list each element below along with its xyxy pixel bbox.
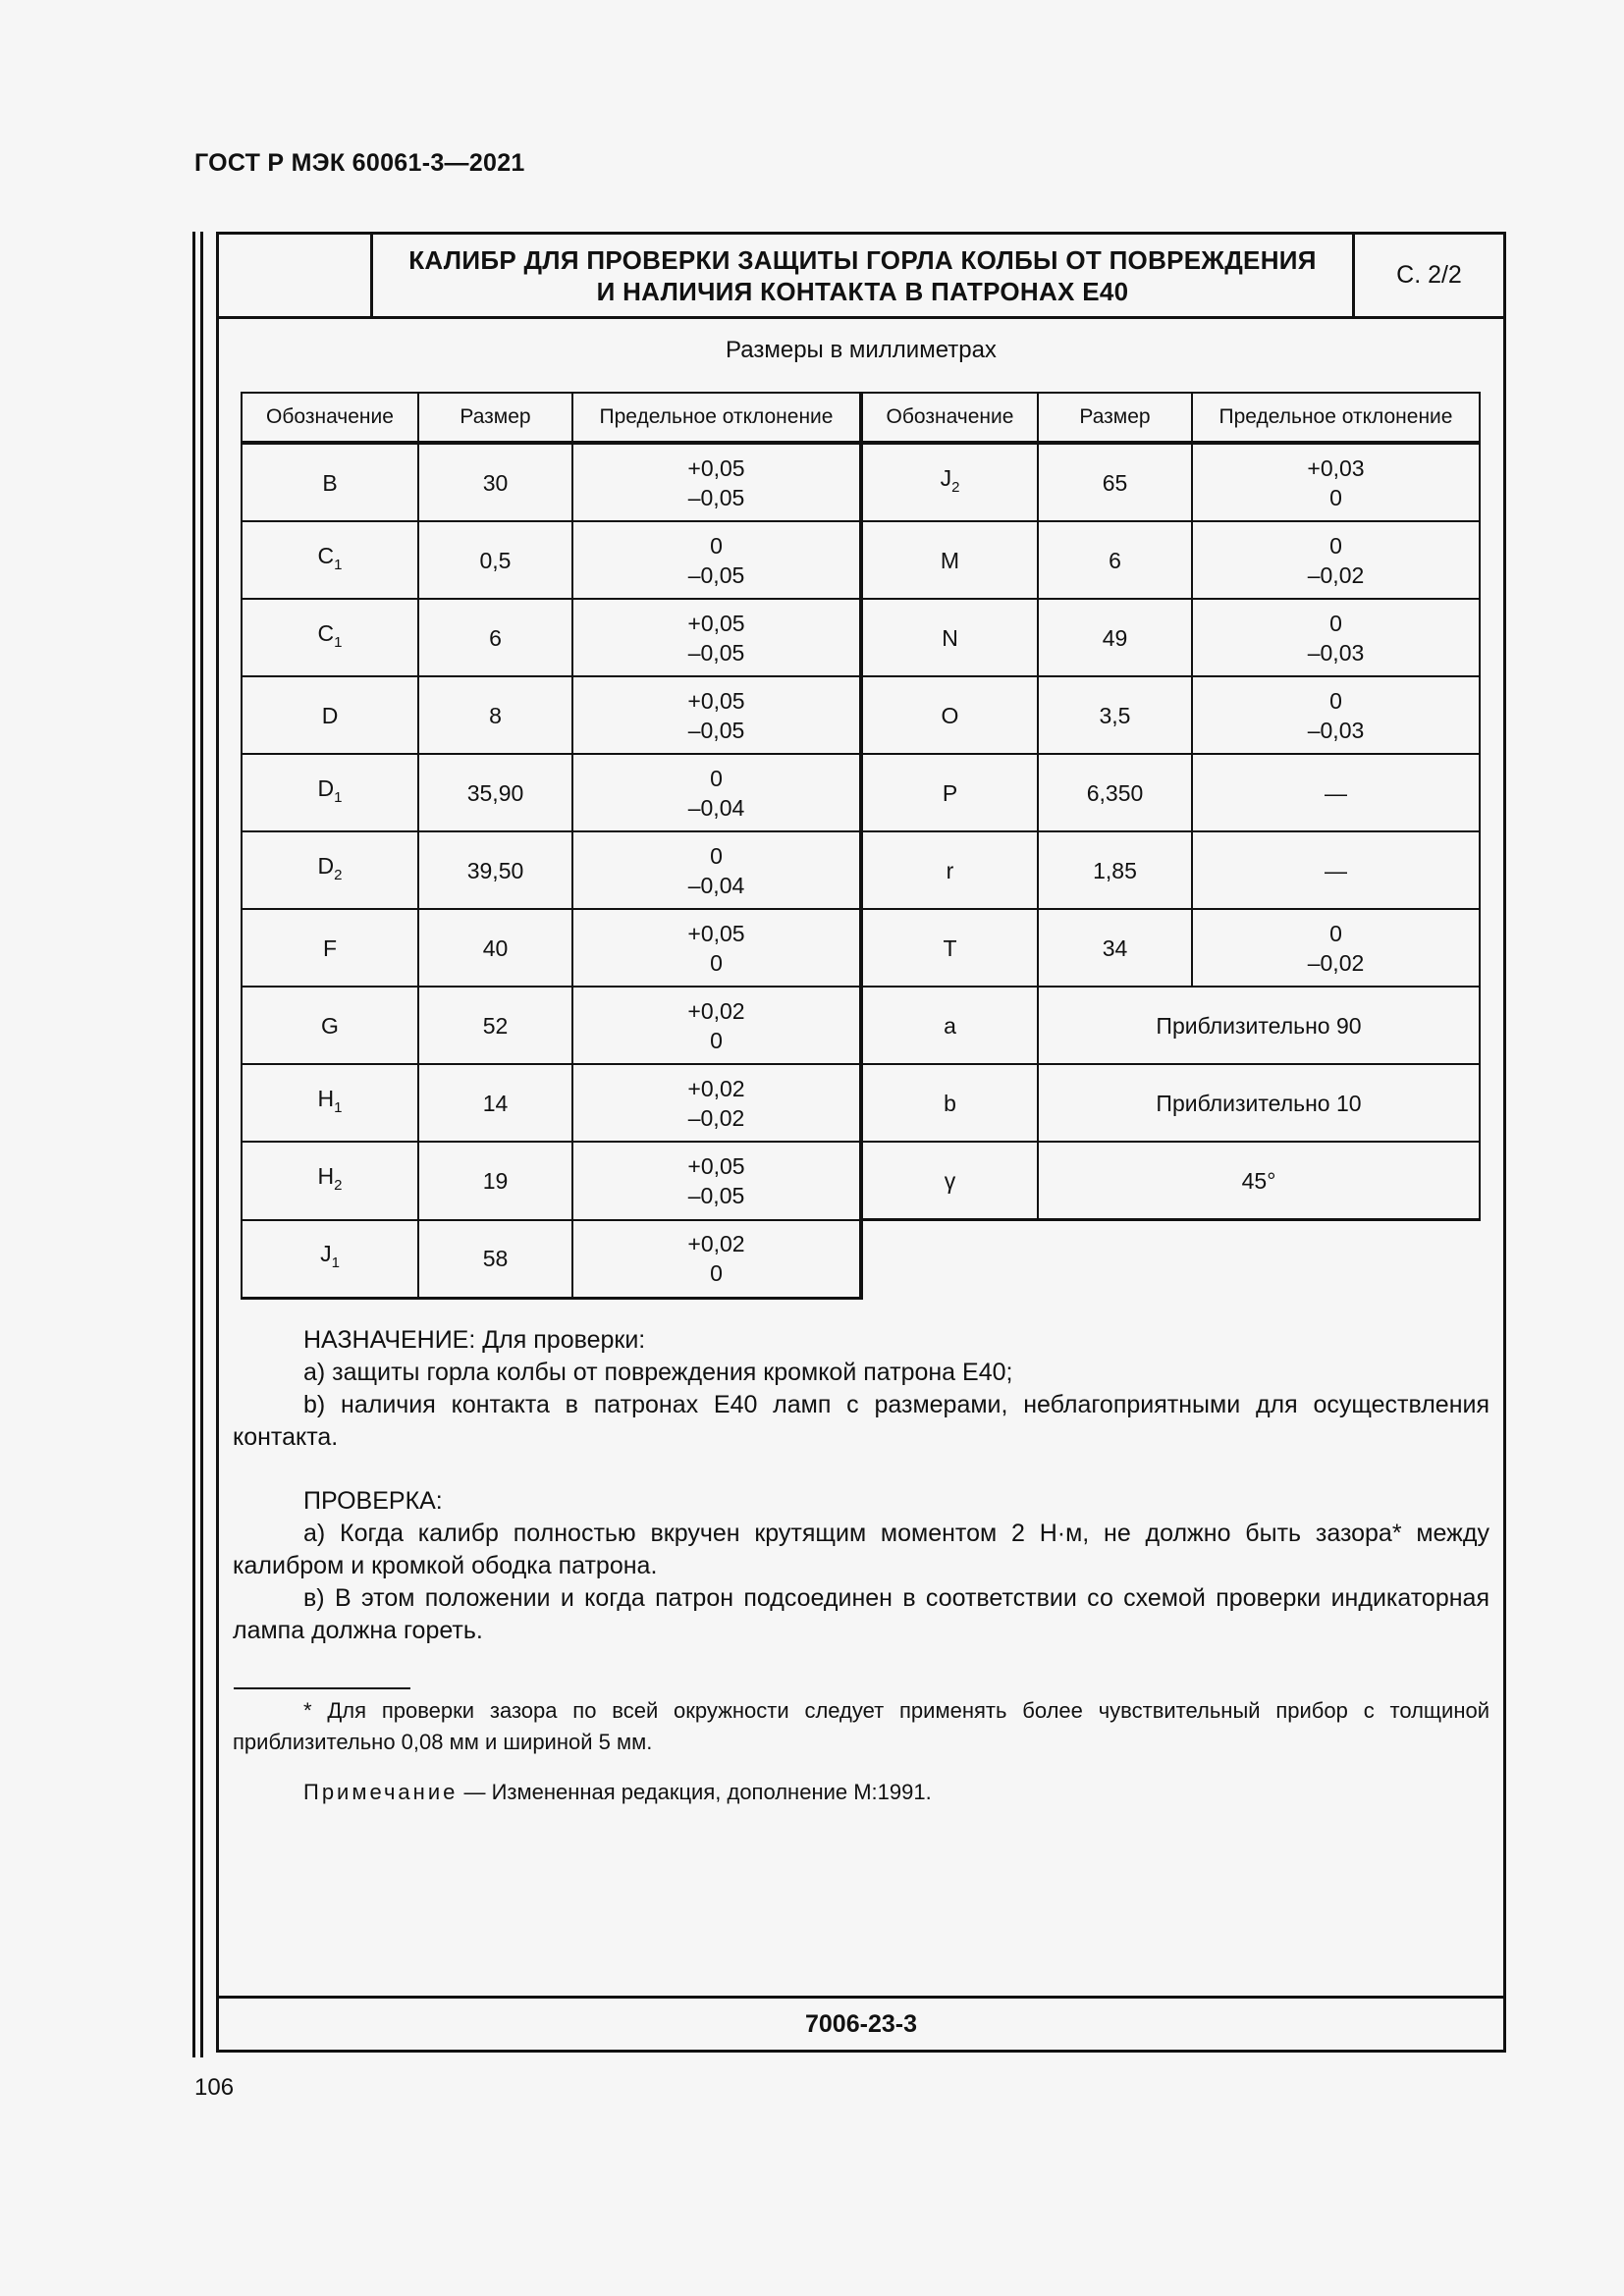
tolerance-cell: +0,05 –0,05 <box>572 443 861 521</box>
footnote: * Для проверки зазора по всей окружности следует применять более чувствительный прибор с толщиной приблизительно 0,08 мм и шириной 5 мм. <box>233 1698 1489 1754</box>
size-cell: 30 <box>418 443 572 521</box>
check-item-b: в) В этом положении и когда патрон подсоединен в соответствии со схемой проверки индикаторная лампа должна гореть. <box>233 1584 1489 1644</box>
note-label: Примечание <box>303 1780 459 1804</box>
merged-value-cell: Приблизительно 90 <box>1038 987 1480 1064</box>
note-text: — Измененная редакция, дополнение М:1991. <box>458 1780 932 1804</box>
designation-cell: $D_1$ <box>242 754 418 831</box>
units-caption: Размеры в миллиметрах <box>726 337 997 363</box>
tolerance-cell: — <box>1192 831 1480 909</box>
tolerance-cell: 0 –0,05 <box>572 521 861 599</box>
size-cell: 49 <box>1038 599 1192 676</box>
tolerance-cell: 0 –0,03 <box>1192 676 1480 754</box>
sheet-title-line1: КАЛИБР ДЛЯ ПРОВЕРКИ ЗАЩИТЫ ГОРЛА КОЛБЫ ОТ ПОВРЕЖДЕНИЯ <box>408 244 1317 275</box>
header-designation: Обозначение <box>242 393 418 443</box>
sheet-title <box>373 235 1355 316</box>
size-cell: 40 <box>418 909 572 987</box>
header-tolerance: Предельное отклонение <box>1192 393 1480 443</box>
size-cell: 0,5 <box>418 521 572 599</box>
table-row <box>242 1142 1480 1220</box>
tolerance-cell: 0 –0,02 <box>1192 909 1480 987</box>
designation-cell: b <box>861 1064 1038 1142</box>
purpose-heading: НАЗНАЧЕНИЕ: Для проверки: <box>303 1326 646 1354</box>
table-row <box>242 754 1480 831</box>
tolerance-cell: 0 –0,04 <box>572 831 861 909</box>
tolerance-cell: +0,03 0 <box>1192 443 1480 521</box>
designation-cell: T <box>861 909 1038 987</box>
margin-rule <box>200 232 203 2057</box>
dimensions-table <box>241 392 1481 1300</box>
designation-cell: $H_1$ <box>242 1064 418 1142</box>
designation-cell: P <box>861 754 1038 831</box>
designation-cell: $J_2$ <box>861 443 1038 521</box>
table-row <box>242 831 1480 909</box>
designation-cell: γ <box>861 1142 1038 1220</box>
sheet-frame <box>216 232 1506 2053</box>
tolerance-cell: +0,02 0 <box>572 987 861 1064</box>
tolerance-cell: +0,05 –0,05 <box>572 1142 861 1220</box>
size-cell: 34 <box>1038 909 1192 987</box>
size-cell: 52 <box>418 987 572 1064</box>
designation-cell: D <box>242 676 418 754</box>
check-heading: ПРОВЕРКА: <box>303 1487 443 1515</box>
tolerance-cell: +0,02 0 <box>572 1220 861 1299</box>
header-size: Размер <box>1038 393 1192 443</box>
header-designation: Обозначение <box>861 393 1038 443</box>
size-cell: 35,90 <box>418 754 572 831</box>
designation-cell: $H_2$ <box>242 1142 418 1220</box>
sheet-page-ref: С. 2/2 <box>1396 261 1462 289</box>
table-header-row <box>242 393 1480 443</box>
table-row <box>242 676 1480 754</box>
purpose-item-a: a) защиты горла колбы от повреждения кромкой патрона Е40; <box>303 1359 1013 1386</box>
tolerance-cell: — <box>1192 754 1480 831</box>
designation-cell: O <box>861 676 1038 754</box>
header-size: Размер <box>418 393 572 443</box>
designation-cell: r <box>861 831 1038 909</box>
size-cell: 39,50 <box>418 831 572 909</box>
tolerance-cell: +0,02 –0,02 <box>572 1064 861 1142</box>
size-cell: 14 <box>418 1064 572 1142</box>
merged-value-cell: Приблизительно 10 <box>1038 1064 1480 1142</box>
size-cell: 3,5 <box>1038 676 1192 754</box>
title-block <box>219 235 1503 319</box>
designation-cell: $J_1$ <box>242 1220 418 1299</box>
size-cell: 19 <box>418 1142 572 1220</box>
designation-cell: F <box>242 909 418 987</box>
purpose-item-b: b) наличия контакта в патронах Е40 ламп с размерами, неблагоприятными для осуществления контакта. <box>233 1391 1489 1451</box>
designation-cell: $C_1$ <box>242 599 418 676</box>
table-row <box>242 987 1480 1064</box>
size-cell: 6,350 <box>1038 754 1192 831</box>
title-blank-cell <box>219 235 373 316</box>
tolerance-cell: +0,05 0 <box>572 909 861 987</box>
designation-cell: G <box>242 987 418 1064</box>
note <box>303 1780 932 1805</box>
margin-rule <box>192 232 195 2057</box>
merged-value-cell: 45° <box>1038 1142 1480 1220</box>
table-row <box>242 521 1480 599</box>
tolerance-cell: +0,05 –0,05 <box>572 676 861 754</box>
tolerance-cell: 0 –0,04 <box>572 754 861 831</box>
designation-cell: a <box>861 987 1038 1064</box>
size-cell: 6 <box>1038 521 1192 599</box>
designation-cell: $C_1$ <box>242 521 418 599</box>
table-row <box>242 1220 1480 1299</box>
empty-cell <box>861 1220 1480 1299</box>
document-header: ГОСТ Р МЭК 60061-3—2021 <box>194 149 525 177</box>
tolerance-cell: 0 –0,02 <box>1192 521 1480 599</box>
size-cell: 58 <box>418 1220 572 1299</box>
size-cell: 8 <box>418 676 572 754</box>
header-tolerance: Предельное отклонение <box>572 393 861 443</box>
tolerance-cell: +0,05 –0,05 <box>572 599 861 676</box>
page-number: 106 <box>194 2074 235 2101</box>
size-cell: 1,85 <box>1038 831 1192 909</box>
sheet-title-line2: И НАЛИЧИЯ КОНТАКТА В ПАТРОНАХ Е40 <box>596 276 1129 306</box>
designation-cell: B <box>242 443 418 521</box>
table-row <box>242 1064 1480 1142</box>
designation-cell: M <box>861 521 1038 599</box>
table-row <box>242 443 1480 521</box>
tolerance-cell: 0 –0,03 <box>1192 599 1480 676</box>
table-row <box>242 599 1480 676</box>
footnote-rule <box>234 1687 410 1689</box>
designation-cell: $D_2$ <box>242 831 418 909</box>
designation-cell: N <box>861 599 1038 676</box>
document-code: 7006-23-3 <box>219 1996 1503 2050</box>
purpose-section <box>233 1324 1489 1647</box>
table-row <box>242 909 1480 987</box>
size-cell: 6 <box>418 599 572 676</box>
check-item-a: а) Когда калибр полностью вкручен крутящим моментом 2 Н·м, не должно быть зазора* между калибром и кромкой ободка патрона. <box>233 1520 1489 1579</box>
size-cell: 65 <box>1038 443 1192 521</box>
